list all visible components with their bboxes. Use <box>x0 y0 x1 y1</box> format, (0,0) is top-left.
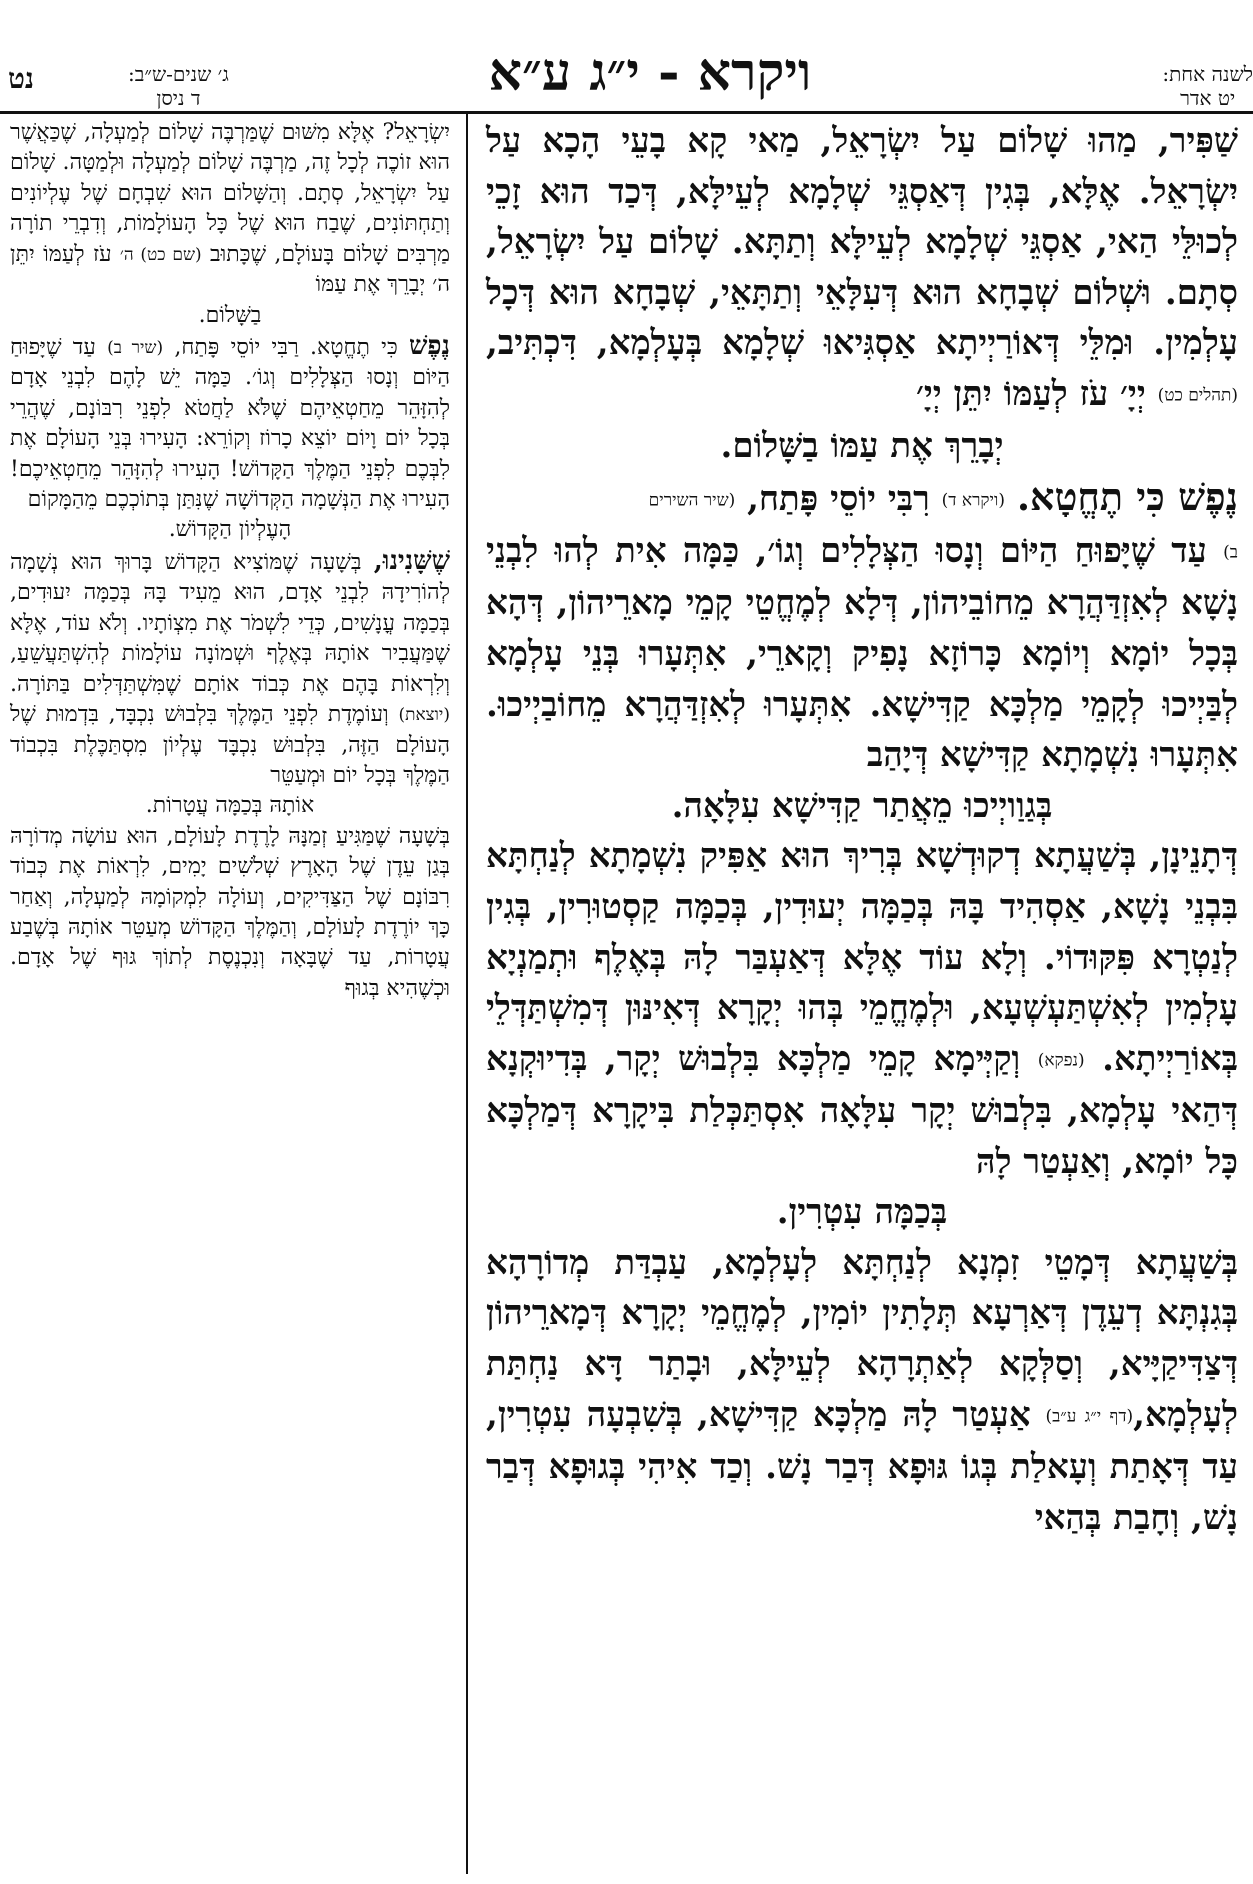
main-paragraph: שַׁפִּיר, מַהוּ שָׁלוֹם עַל יִשְׂרָאֵל, מַאי קָא בָעֵי הָכָא עַל יִשְׂרָאֵל. אֶלָּא, בְּגִין דְּאַסְגֵּי שְׁלָמָא לְעֵילָּא, דְּכַד הוּא זָכֵי לְכוּלֵּי הַאי, אַסְגֵּי שְׁלָמָא לְעֵילָּא וְתַתָּא. שָׁלוֹם עַל יִשְׂרָאֵל, סְתָם. וּשְׁלוֹם שְׁבָחָא הוּא דְּעִלָּאֵי וְתַתָּאֵי, שְׁבָחָא הוּא דְּכָל עָלְמִין. וּמִלֵּי דְּאוֹרַיְיתָא אַסְגִּיאוּ שְׁלָמָא בְּעָלְמָא, דִּכְתִּיב, (תהלים כט) יְיָ׳ עֹז לְעַמּוֹ יִתֵּן יְיָ׳ <box>486 121 1238 414</box>
citation-shem: (שם כט) ה׳ <box>119 244 202 265</box>
header-divider <box>0 111 1253 114</box>
right-meta-bottom: יט אדר <box>1180 86 1236 110</box>
right-running-meta <box>1162 62 1253 110</box>
page-number: נט <box>8 62 35 95</box>
verse-quote: יְיָ׳ עֹז לְעַמּוֹ יִתֵּן יְיָ׳ <box>915 373 1146 414</box>
main-paragraph: בְּשַׁעֲתָא דְּמָטֵי זִמְנָא לְנַחְתָּא לְעָלְמָא, עַבְדַּת מְדוֹרָהָא בְּגִנְתָּא דְעֵדֶן דְּאַרְעָא תְּלָתִין יוֹמִין, לְמֶחֱמֵי יְקָרָא דְּמָארֵיהוֹן דְּצַדִּיקַיָּיא, וְסַלְּקָא לְאַתְרָהָא לְעֵילָּא, וּבָתַר דָּא נַחְתַּת לְעָלְמָא,(דף י״ג ע״ב) אַעְטַר לָהּ מַלְכָּא קַדִּישָׁא, בְּשִׁבְעָה עִטְרִין, עַד דְּאָתַת וְעָאלַת בְּגוֹ גּוּפָא דְּבַר נָשׁ. וְכַד אִיהִי בְּגוּפָא דְּבַר נָשׁ, וְחָבַת בְּהַאי <box>486 1242 1238 1538</box>
right-meta-top: לשנה אחת: <box>1162 62 1253 86</box>
main-paragraph: ב) עַד שֶׁיָּפוּחַ הַיּוֹם וְנָסוּ הַצְּלָלִים וְגוֹ׳, כַּמָּה אִית לְהוּ לִבְנֵי נָשָׁא לְאִזְדַּהֲרָא מֵחוֹבֵיהוֹן, דְּלָא לְמֶחֱטֵי קָמֵי מָארֵיהוֹן, דְּהָא בְּכָל יוֹמָא וְיוֹמָא כָּרוֹזָא נָפִיק וְקָארֵי, אִתְּעָרוּ בְּנֵי עָלְמָא לְבַּיְיכוּ לְקָמֵי מַלְכָּא קַדִּישָׁא. אִתְּעָרוּ לְאִזְדַּהֲרָא מֵחוֹבַיְיכוּ. אִתְּעָרוּ נִשְׁמָתָא קַדִּישָׁא דְּיָהַב <box>486 531 1238 776</box>
hebrew-translation-column <box>10 118 450 1004</box>
page-header <box>0 0 1253 118</box>
main-paragraph: דְּתָנֵינָן, בְּשַׁעֲתָא דְקוּדְשָׁא בְּרִיךְ הוּא אַפִּיק נִשְׁמָתָא לְנַחְתָּא בִּבְנֵי נָשָׁא, אַסְהִיד בָּהּ בְּכַמָּה יְעוּדִין, בְּכַמָּה קַסְטוּרִין, בְּגִין לְנַטְרָא פִּקּוּדוֹי. וְלָא עוֹד אֶלָּא דְּאַעְבַּר לָהּ בְּאֶלֶף וּתְמַנְיָא עָלְמִין לְאִשְׁתַּעְשְׁעָא, וּלְמֶחֱמֵי בְּהוּ יְקָרָא דְּאִינּוּן דְּמִשְׁתַּדְּלֵי בְּאוֹרַיְיתָא. (נפקא) וְקַיְּימָא קָמֵי מַלְכָּא בִּלְבוּשׁ יְקָר, בְּדִיוּקְנָא דְּהַאי עָלְמָא, בִּלְבוּשׁ יְקָר עִלָּאָה אִסְתַּכְּלַת בִּיקָרָא דְּמַלְכָּא כָּל יוֹמָא, וְאַעְטַר לָהּ <box>486 836 1238 1182</box>
page-title: ויקרא - י״ג ע״א <box>488 42 812 103</box>
side-paragraph: שֶׁשָּׁנִינוּ, בְּשָׁעָה שֶׁמּוֹצִיא הַקָּדוֹשׁ בָּרוּךְ הוּא נְשָׁמָה לְהוֹרִידָהּ לִבְנֵי אָדָם, הוּא מֵעִיד בָּהּ בְּכַמָּה יִעוּדִים, בְּכַמָּה עֳנָשִׁים, כְּדֵי לִשְׁמֹר אֶת מִצְוֹתָיו. וְלֹא עוֹד, אֶלָּא שֶׁמַּעֲבִיר אוֹתָהּ בְּאֶלֶף וּשְׁמוֹנָה עוֹלָמוֹת לְהִשְׁתַּעֲשֵׁעַ, וְלִרְאוֹת בָּהֶם אֶת כְּבוֹד אוֹתָם שֶׁמִּשְׁתַּדְּלִים בַּתּוֹרָה. (יוצאת) וְעוֹמֶדֶת לִפְנֵי הַמֶּלֶךְ בִּלְבוּשׁ נִכְבָּד, בִּדְמוּת שֶׁל הָעוֹלָם הַזֶּה, בִּלְבוּשׁ נִכְבָּד עֶלְיוֹן מִסְתַּכֶּלֶת בִּכְבוֹד הַמֶּלֶךְ בְּכָל יוֹם וּמְעַטֵּר <box>10 545 450 788</box>
citation-shir-letter: ב) <box>1223 542 1238 563</box>
main-paragraph-end: בְּכַמָּה עִטְרִין. <box>776 1192 948 1233</box>
citation-nafka: (נפקא) <box>1037 1050 1085 1071</box>
side-heading: נֶפֶשׁ <box>409 331 451 362</box>
side-paragraph: יִשְׂרָאֵל? אֶלָּא מִשּׁוּם שֶׁמַּרְבֶּה שָׁלוֹם לְמַעְלָה, שֶׁכַּאֲשֶׁר הוּא זוֹכֶה לְכָל זֶה, מַרְבֶּה שָׁלוֹם לְמַעְלָה וּלְמַטָּה. שָׁלוֹם עַל יִשְׂרָאֵל, סְתָם. וְהַשָּׁלוֹם הוּא שִׁבְחָם שֶׁל עֶלְיוֹנִים וְתַחְתּוֹנִים, שֶׁבַח הוּא שֶׁל כָּל הָעוֹלָמוֹת, וְדִבְרֵי תוֹרָה מַרְבִּים שָׁלוֹם בָּעוֹלָם, שֶׁכָּתוּב (שם כט) ה׳ עֹז לְעַמּוֹ יִתֵּן ה׳ יְבָרֵךְ אֶת עַמּוֹ <box>10 120 451 298</box>
citation-daf: (דף י״ג ע״ב) <box>1045 1406 1134 1427</box>
main-paragraph-end: יְבָרֵךְ אֶת עַמּוֹ בַשָּׁלוֹם. <box>720 426 1004 467</box>
side-paragraph-end: בַשָּׁלוֹם. <box>198 302 262 328</box>
citation-leviticus: (ויקרא ד) <box>941 490 1005 511</box>
main-heading-line: נֶפֶשׁ כִּי תֶחֱטָא. (ויקרא ד) רִבִּי יוֹסֵי פָּתַח, (שיר השירים <box>648 473 1238 519</box>
side-paragraph: נֶפֶשׁ כִּי תֶחֱטָא. רַבִּי יוֹסֵי פָּתַח, (שיר ב) עַד שֶׁיָּפוּחַ הַיּוֹם וְנָסוּ הַצְּלָלִים וְגוֹ׳. כַּמָּה יֵשׁ לָהֶם לִבְנֵי אָדָם לְהִזָּהֵר מֵחַטְאֵיהֶם שֶׁלֹּא לַחֲטֹא לִפְנֵי רִבּוֹנָם, שֶׁהֲרֵי בְּכָל יוֹם וָיוֹם יוֹצֵא כָרוֹז וְקוֹרֵא: הָעִירוּ בְּנֵי הָעוֹלָם אֶת לִבְּכֶם לִפְנֵי הַמֶּלֶךְ הַקָּדוֹשׁ! הָעִירוּ לְהִזָּהֵר מֵחַטְאֵיכֶם! הָעִירוּ אֶת הַנְּשָׁמָה הַקְּדוֹשָׁה שֶׁנִּתַּן בְּתוֹכְכֶם מֵהַמָּקוֹם <box>10 331 451 513</box>
side-paragraph: בְּשָׁעָה שֶׁמַּגִּיעַ זְמַנָּהּ לָרֶדֶת לָעוֹלָם, הוּא עוֹשָׂה מְדוֹרָהּ בְּגַן עֵדֶן שֶׁל הָאָרֶץ שְׁלֹשִׁים יָמִים, לִרְאוֹת אֶת כְּבוֹד רִבּוֹנָם שֶׁל הַצַּדִּיקִים, וְעוֹלָה לִמְקוֹמָהּ לְמַעְלָה, וְאַחַר כָּךְ יוֹרֶדֶת לָעוֹלָם, וְהַמֶּלֶךְ הַקָּדוֹשׁ מְעַטֵּר אוֹתָהּ בְּשֶׁבַע עֲטָרוֹת, עַד שֶׁבָּאָה וְנִכְנֶסֶת לְתוֹךְ גּוּף שֶׁל אָדָם. וּכְשֶׁהִיא בְּגוּף <box>10 823 450 1001</box>
left-running-meta <box>128 62 229 110</box>
citation-yotzet: (יוצאת) <box>398 704 450 725</box>
left-meta-bottom: ד ניסן <box>156 86 201 110</box>
aramaic-main-column <box>486 116 1238 1543</box>
side-paragraph-end: אוֹתָהּ בְּכַמָּה עֲטָרוֹת. <box>145 793 315 819</box>
left-meta-top: ג׳ שנים-ש״ב: <box>128 62 229 86</box>
main-paragraph-end: בְּגַוַויְיכוּ מֵאֲתַר קַדִּישָׁא עִלָּאָה. <box>671 785 1053 826</box>
side-paragraph-end: הָעֶלְיוֹן הַקָּדוֹשׁ. <box>168 517 292 543</box>
citation-shir-side: (שיר ב) <box>107 337 164 358</box>
side-lead-word: שֶׁשָּׁנִינוּ, <box>373 545 450 576</box>
citation-psalms: (תהלים כט) <box>1157 385 1238 406</box>
section-heading: נֶפֶשׁ כִּי תֶחֱטָא. <box>1016 473 1238 519</box>
column-divider <box>466 114 468 1874</box>
citation-shir: (שיר השירים <box>648 490 736 511</box>
